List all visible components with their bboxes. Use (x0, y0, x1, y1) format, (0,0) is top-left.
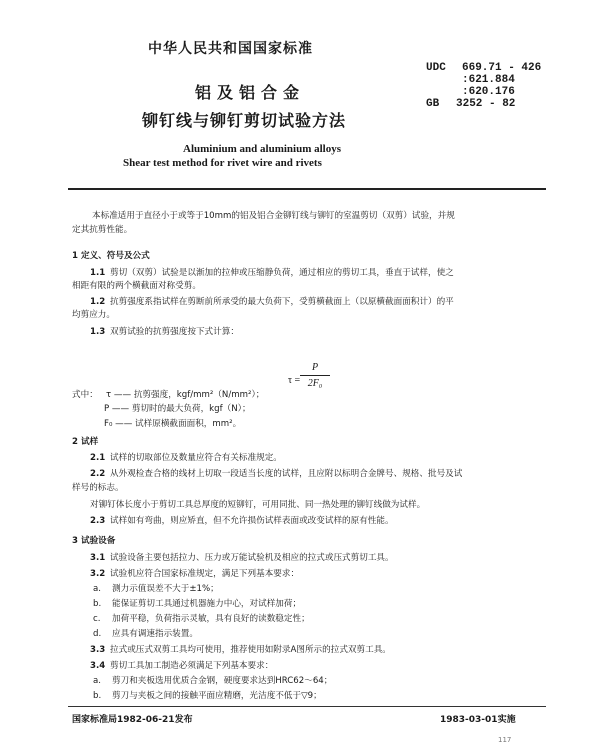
document-subtitle-en: Shear test method for rivet wire and rivets (123, 157, 322, 169)
where-line-p: P —— 剪切时的最大负荷，kgf（N）； (104, 404, 251, 414)
clause-2-1-number: 2.1 (90, 453, 106, 463)
clause-1-2-line-2: 均剪应力。 (72, 310, 115, 320)
intro-line-2: 定其抗剪性能。 (72, 225, 133, 235)
list-item-text: 加荷平稳，负荷指示灵敏，具有良好的读数稳定性； (112, 614, 310, 624)
clause-3-3-text: 拉式或压式双剪工具均可使用，推荐使用如附录A图所示的拉式双剪工具。 (110, 645, 391, 655)
document-title-en: Aluminium and aluminium alloys (183, 143, 342, 155)
list-item-mark: b. (93, 691, 102, 701)
clause-1-1-number: 1.1 (90, 268, 106, 278)
gb-label: GB (426, 98, 440, 110)
section-1-title: 1 定义、符号及公式 (72, 251, 150, 261)
list-item-mark: a. (93, 584, 101, 594)
clause-3-4-text: 剪切工具加工制造必须满足下列基本要求： (110, 661, 274, 671)
clause-3-2-number: 3.2 (90, 569, 106, 579)
effective-date: 1983-03-01实施 (440, 715, 516, 725)
where-line-tau: τ —— 抗剪强度，kgf/mm²（N/mm²）； (106, 390, 265, 400)
list-item-text: 测力示值误差不大于±1%； (112, 584, 219, 594)
udc-label: UDC (426, 62, 446, 74)
section-2-title: 2 试样 (72, 437, 99, 447)
where-line-f0: F₀ —— 试样原横截面面积，mm²。 (104, 419, 242, 429)
page-number: 117 (498, 736, 512, 744)
list-item-mark: d. (93, 629, 102, 639)
clause-2-2-note: 对铆钉体长度小于剪切工具总厚度的短铆钉，可用同批、同一热处理的铆钉线做为试样。 (90, 500, 426, 510)
clause-2-3-text: 试样如有弯曲，则应矫直，但不允许损伤试样表面或改变试样的原有性能。 (110, 516, 394, 526)
list-item-mark: b. (93, 599, 102, 609)
udc-code-2: :621.884 (462, 74, 515, 86)
clause-1-3-number: 1.3 (90, 327, 106, 337)
clause-1-2-line-1: 抗剪强度系指试样在剪断前所承受的最大负荷下，受剪横截面上（以原横截面面积计）的平 (110, 297, 454, 307)
list-item-text: 应具有调速指示装置。 (112, 629, 198, 639)
clause-3-1-text: 试验设备主要包括拉力、压力或万能试验机及相应的拉式或压式剪切工具。 (110, 553, 394, 563)
list-item-text: 剪刀和夹板选用优质合金钢，硬度要求达到HRC62～64； (112, 676, 333, 686)
clause-2-2-line-1: 从外观检查合格的线材上切取一段适当长度的试样，且应附以标明合金牌号、规格、批号及试 (110, 469, 463, 479)
header-divider (68, 188, 546, 190)
footer-divider (68, 706, 546, 707)
clause-3-4-number: 3.4 (90, 661, 106, 671)
list-item-text: 剪刀与夹板之间的接触平面应精磨，光洁度不低于▽9； (112, 691, 322, 701)
clause-2-2-line-2: 样号的标志。 (72, 483, 124, 493)
clause-1-3-text: 双剪试验的抗剪强度按下式计算： (110, 327, 239, 337)
clause-2-2-number: 2.2 (90, 469, 106, 479)
where-label: 式中： (72, 390, 98, 400)
udc-code-1: 669.71 - 426 (462, 62, 542, 74)
formula-numerator: P (311, 362, 319, 373)
clause-1-1-line-2: 相距有限的两个横截面对称受剪。 (72, 281, 201, 291)
issue-date: 国家标准局1982-06-21发布 (72, 715, 193, 725)
clause-3-2-text: 试验机应符合国家标准规定，满足下列基本要求： (110, 569, 300, 579)
clause-3-3-number: 3.3 (90, 645, 106, 655)
list-item-text: 能保证剪切工具通过机器施力中心，对试样加荷； (112, 599, 302, 609)
list-item-mark: c. (93, 614, 101, 624)
clause-3-1-number: 3.1 (90, 553, 106, 563)
list-item-mark: a. (93, 676, 101, 686)
clause-2-3-number: 2.3 (90, 516, 106, 526)
standard-org-title: 中华人民共和国国家标准 (148, 41, 313, 57)
section-3-title: 3 试验设备 (72, 536, 116, 546)
gb-number: 3252 - 82 (456, 98, 516, 110)
udc-code-3: :620.176 (462, 86, 515, 98)
clause-1-2-number: 1.2 (90, 297, 106, 307)
formula-lhs: τ = (288, 375, 301, 386)
document-title-cn: 铝及铝合金 (195, 83, 306, 102)
formula-fraction (300, 362, 330, 389)
intro-line-1: 本标准适用于直径小于或等于10mm的铝及铝合金铆钉线与铆钉的室温剪切（双剪）试验，并规 (92, 211, 455, 221)
clause-2-1-text: 试样的切取部位及数量应符合有关标准规定。 (110, 453, 282, 463)
fraction-bar (300, 375, 330, 376)
clause-1-1-line-1: 剪切（双剪）试验是以渐加的拉伸或压缩静负荷，通过相应的剪切工具，垂直于试样，使之 (110, 268, 454, 278)
document-subtitle-cn: 铆钉线与铆钉剪切试验方法 (142, 111, 347, 130)
formula-denominator: 2F₀ (307, 378, 323, 389)
